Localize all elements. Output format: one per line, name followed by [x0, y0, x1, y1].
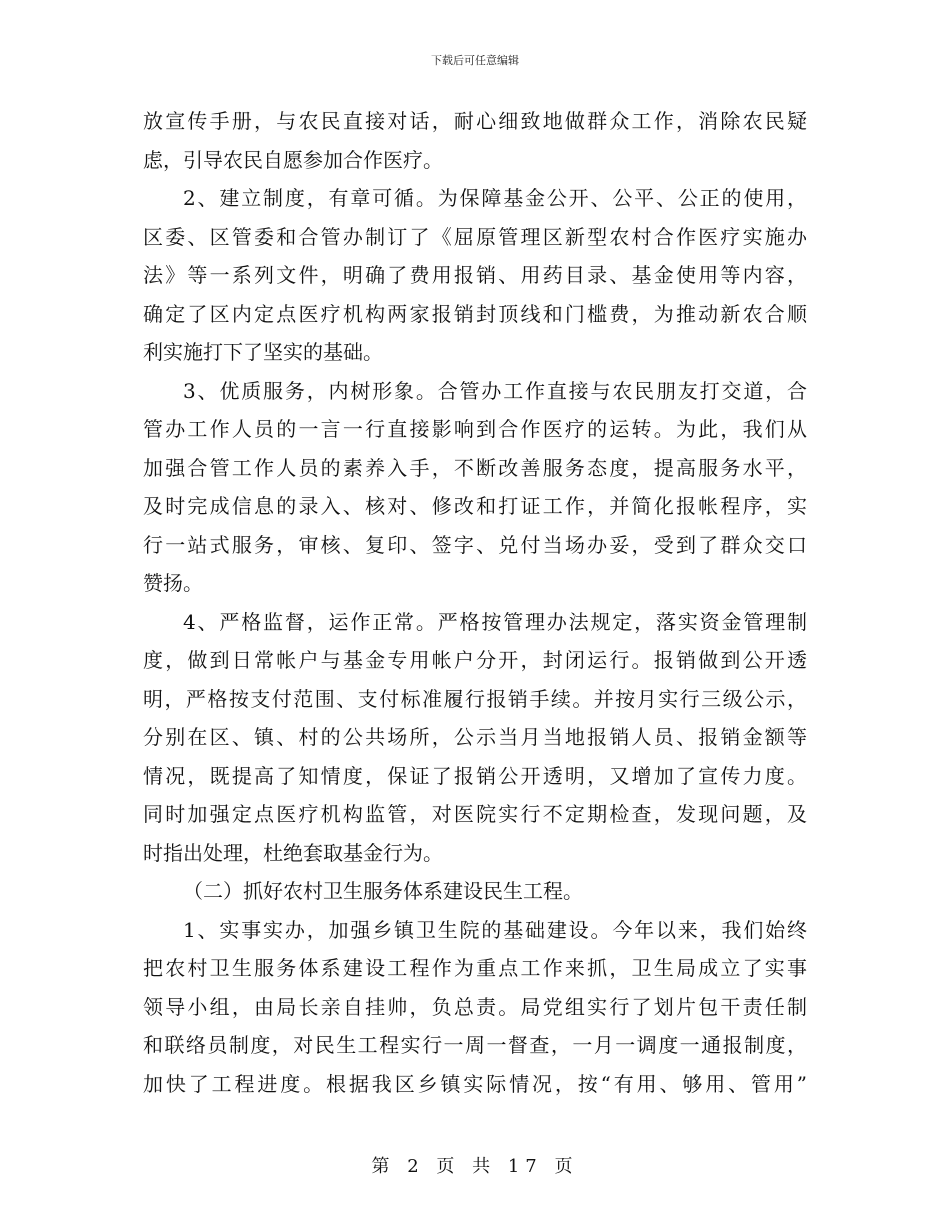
text-line: 1、实事实办，加强乡镇卫生院的基础建设。今年以来，我们始终	[183, 917, 807, 942]
text-line: 确定了区内定点医疗机构两家报销封顶线和门槛费，为推动新农合顺	[143, 301, 807, 326]
page-header: 下载后可任意编辑	[431, 54, 519, 67]
text-line: 利实施打下了坚实的基础。	[143, 340, 383, 364]
text-line: 分别在区、镇、村的公共场所，公示当月当地报销人员、报销金额等	[143, 725, 807, 749]
body-text	[143, 102, 807, 1103]
text-line: 同时加强定点医疗机构监管，对医院实行不定期检查，发现问题，及	[143, 802, 807, 826]
text-line: 领导小组，由局长亲自挂帅，负总责。局党组实行了划片包干责任制	[143, 994, 807, 1019]
text-line: 把农村卫生服务体系建设工程作为重点工作来抓，卫生局成立了实事	[143, 956, 807, 980]
text-line: 加强合管工作人员的素养入手，不断改善服务态度，提高服务水平，	[143, 455, 807, 480]
text-line: 3、优质服务，内树形象。合管办工作直接与农民朋友打交道，合	[183, 378, 807, 403]
text-line: 情况，既提高了知情度，保证了报销公开透明，又增加了宣传力度。	[143, 763, 807, 788]
text-line: 时指出处理，杜绝套取基金行为。	[143, 840, 443, 865]
text-line: 法》等一系列文件，明确了费用报销、用药目录、基金使用等内容，	[143, 263, 807, 287]
text-line: 赞扬。	[143, 571, 203, 595]
text-line: 虑，引导农民自愿参加合作医疗。	[143, 147, 443, 172]
text-line: 及时完成信息的录入、核对、修改和打证工作，并简化报帐程序，实	[143, 494, 807, 518]
text-line: 放宣传手册，与农民直接对话，耐心细致地做群众工作，消除农民疑	[143, 109, 807, 133]
page-number: 第 2 页 共 17 页	[371, 1156, 579, 1177]
section-heading: （二）抓好农村卫生服务体系建设民生工程。	[183, 879, 583, 903]
text-line: 2、建立制度，有章可循。为保障基金公开、公平、公正的使用，	[183, 186, 807, 210]
text-line: 管办工作人员的一言一行直接影响到合作医疗的运转。为此，我们从	[143, 417, 807, 441]
text-line: 和联络员制度，对民生工程实行一周一督查，一月一调度一通报制度，	[143, 1033, 807, 1057]
text-line: 加快了工程进度。根据我区乡镇实际情况，按“有用、够用、管用”	[143, 1071, 807, 1096]
text-line: 度，做到日常帐户与基金专用帐户分开，封闭运行。报销做到公开透	[143, 648, 807, 672]
text-line: 行一站式服务，审核、复印、签字、兑付当场办妥，受到了群众交口	[143, 532, 807, 557]
text-line: 4、严格监督，运作正常。严格按管理办法规定，落实资金管理制	[183, 609, 807, 634]
text-line: 区委、区管委和合管办制订了《屈原管理区新型农村合作医疗实施办	[143, 224, 807, 249]
text-line: 明，严格按支付范围、支付标准履行报销手续。并按月实行三级公示，	[143, 686, 807, 711]
